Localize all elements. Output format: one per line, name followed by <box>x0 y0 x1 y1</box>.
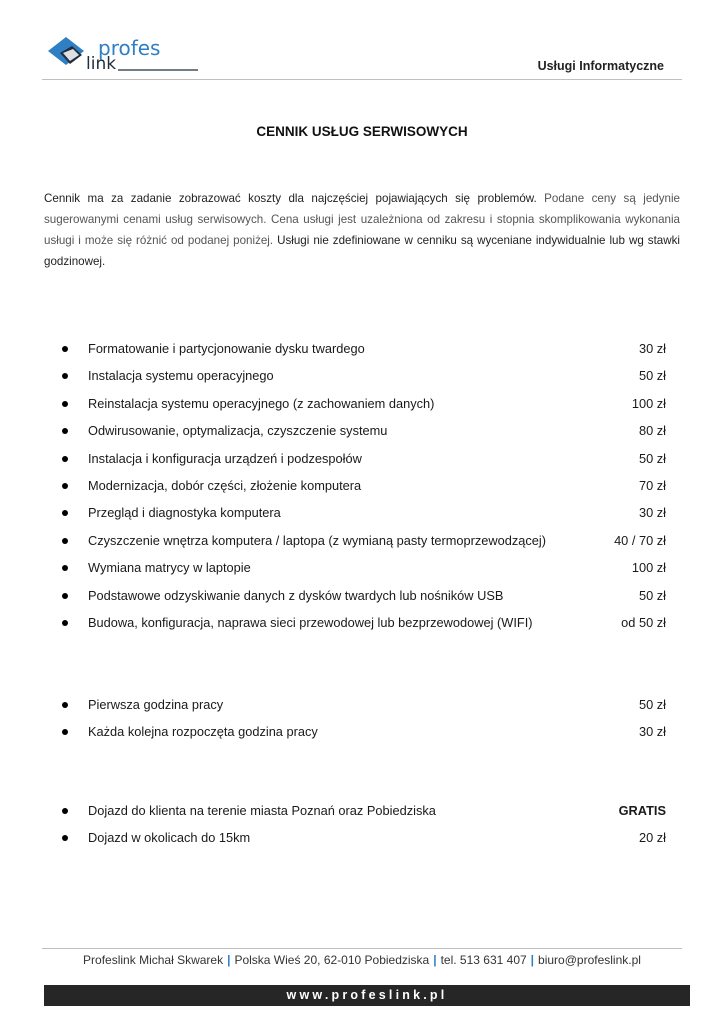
list-item <box>58 587 666 614</box>
service-label: Modernizacja, dobór części, złożenie komputera <box>88 477 362 493</box>
service-label: Budowa, konfiguracja, naprawa sieci przewodowej lub bezprzewodowej (WIFI) <box>88 614 533 630</box>
list-item <box>58 422 666 449</box>
service-price: 100 zł <box>631 560 666 576</box>
bullet-icon <box>62 456 68 462</box>
service-price: 50 zł <box>638 587 666 603</box>
intro-part-3: Usługi nie zdefiniowane w cenniku są wyceniane indywidualnie lub wg stawki godzinowej. <box>44 234 680 268</box>
bullet-icon <box>62 373 68 379</box>
bullet-icon <box>62 835 68 841</box>
travel-costs-list <box>58 802 666 857</box>
company-logo[interactable] <box>46 34 206 76</box>
bullet-icon <box>62 593 68 599</box>
travel-price: GRATIS <box>618 803 666 818</box>
service-label: Odwirusowanie, optymalizacja, czyszczenie systemu <box>88 423 388 439</box>
list-item <box>58 614 666 641</box>
logo-text-bottom: link <box>86 54 117 74</box>
list-item <box>58 340 666 367</box>
bullet-icon <box>62 620 68 626</box>
bullet-icon <box>62 538 68 544</box>
bullet-icon <box>62 729 68 735</box>
list-item <box>58 450 666 477</box>
service-price: 70 zł <box>638 477 666 493</box>
bullet-icon <box>62 702 68 708</box>
bullet-icon <box>62 428 68 434</box>
list-item <box>58 532 666 559</box>
travel-label: Dojazd w okolicach do 15km <box>88 830 251 846</box>
intro-part-1: Cennik ma za zadanie zobrazować koszty dla najczęściej pojawiających się problemów. <box>44 192 537 205</box>
service-label: Instalacja i konfiguracja urządzeń i podzespołów <box>88 450 362 466</box>
list-item <box>58 829 666 856</box>
intro-paragraph <box>44 188 680 272</box>
services-price-list <box>58 340 666 641</box>
hourly-price: 50 zł <box>638 697 666 712</box>
travel-label: Dojazd do klienta na terenie miasta Poznań oraz Pobiedziska <box>88 803 436 818</box>
footer-divider <box>42 948 682 949</box>
page-title: CENNIK USŁUG SERWISOWYCH <box>256 124 468 139</box>
logo-text-top: profes <box>98 36 161 60</box>
list-item <box>58 802 666 829</box>
service-price: 30 zł <box>638 341 666 356</box>
service-label: Formatowanie i partycjonowanie dysku twardego <box>88 341 365 356</box>
footer-contact <box>0 953 724 967</box>
bullet-icon <box>62 346 68 352</box>
bullet-icon <box>62 401 68 407</box>
bullet-icon <box>62 808 68 814</box>
service-price: 80 zł <box>638 423 666 439</box>
footer-address: Polska Wieś 20, 62-010 Pobiedziska <box>234 953 430 967</box>
service-price: 40 / 70 zł <box>614 532 666 548</box>
hourly-rates-list <box>58 696 666 751</box>
footer-separator: | <box>530 953 535 967</box>
travel-price: 20 zł <box>638 830 666 846</box>
list-item <box>58 504 666 531</box>
hourly-price: 30 zł <box>638 724 666 740</box>
footer-separator: | <box>433 953 437 967</box>
service-price: 30 zł <box>638 505 666 521</box>
service-price: 50 zł <box>638 368 666 384</box>
service-price: 50 zł <box>638 450 666 466</box>
footer-website[interactable]: www.profeslink.pl <box>286 988 448 1002</box>
list-item <box>58 395 666 422</box>
service-label: Czyszczenie wnętrza komputera / laptopa (z wymianą pasty termoprzewodzącej) <box>88 532 547 548</box>
intro-part-2: Podane ceny są jedynie sugerowanymi cenami usług serwisowych. Cena usługi jest uzależniona od zakresu i stopnia skomplikowania wykonania usługi i może się różnić od podanej poniżej. <box>44 192 680 247</box>
footer-website-bar[interactable] <box>44 985 690 1006</box>
service-label: Instalacja systemu operacyjnego <box>88 368 274 384</box>
list-item <box>58 559 666 586</box>
list-item <box>58 477 666 504</box>
service-label: Reinstalacja systemu operacyjnego (z zachowaniem danych) <box>88 395 435 411</box>
header-divider <box>42 79 682 80</box>
footer-separator: | <box>227 953 231 967</box>
service-label: Podstawowe odzyskiwanie danych z dysków twardych lub nośników USB <box>88 587 504 603</box>
service-price: 100 zł <box>631 395 666 411</box>
hourly-label: Każda kolejna rozpoczęta godzina pracy <box>88 724 318 740</box>
list-item <box>58 696 666 723</box>
list-item <box>58 723 666 750</box>
bullet-icon <box>62 510 68 516</box>
bullet-icon <box>62 483 68 489</box>
bullet-icon <box>62 565 68 571</box>
service-price: od 50 zł <box>621 614 666 630</box>
list-item <box>58 367 666 394</box>
service-label: Przegląd i diagnostyka komputera <box>88 505 281 521</box>
footer-email[interactable]: biuro@profeslink.pl <box>538 953 641 967</box>
service-label: Wymiana matrycy w laptopie <box>88 560 251 576</box>
hourly-label: Pierwsza godzina pracy <box>88 697 224 712</box>
footer-phone[interactable]: tel. 513 631 407 <box>440 953 527 967</box>
footer-company: Profeslink Michał Skwarek <box>83 953 224 967</box>
header-subtitle: Usługi Informatyczne <box>537 59 664 73</box>
